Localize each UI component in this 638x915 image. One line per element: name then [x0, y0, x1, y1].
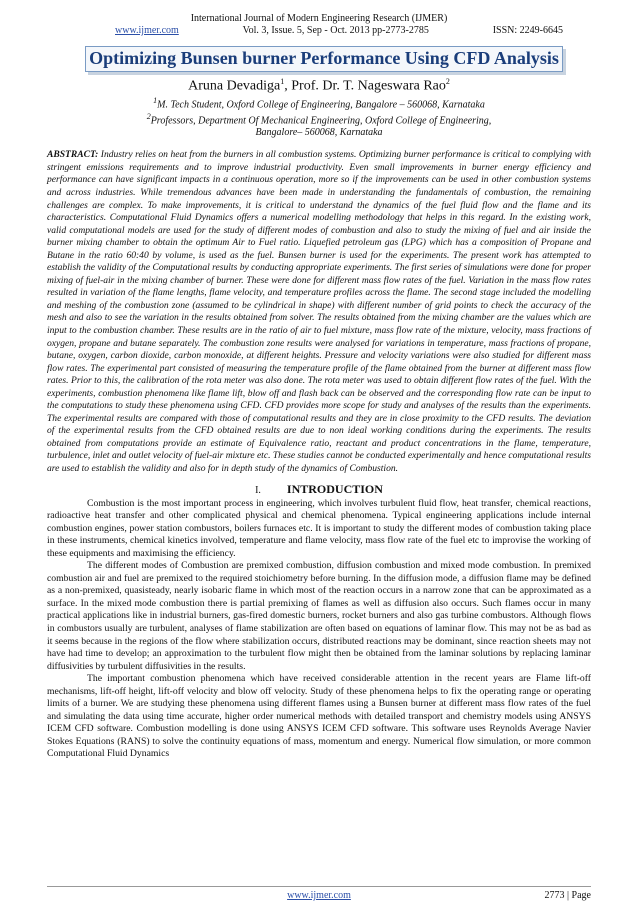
author-2: Prof. Dr. T. Nageswara Rao — [291, 78, 446, 94]
journal-title: International Journal of Modern Engineering Research (IJMER) — [190, 13, 448, 24]
section-number: I. — [255, 484, 261, 496]
paper-title: Optimizing Bunsen burner Performance Using CFD Analysis — [89, 48, 559, 68]
intro-paragraph-1: Combustion is the most important process in engineering, which involves turbulent fluid flow, heat transfer, chemical reactions, radioactive heat transfer and other complicated physical and chemical phenomena. Typical engineering applications include internal combustion engines, power station combustors, boilers furnaces etc. It is important to study the different modes of combustion taking place in these instruments, chemical kinetics involved, temperature and flame velocity, mass flow rate of the fuel etc to improvise the working of these equipments and maximising the efficiency. — [47, 497, 591, 559]
footer-website-link[interactable]: www.ijmer.com — [287, 890, 351, 901]
journal-meta — [47, 25, 591, 37]
paper-title-box — [85, 46, 563, 72]
author-2-sup: 2 — [445, 77, 450, 86]
intro-paragraph-3: The important combustion phenomena which have received considerable attention in the recent years are Flame lift-off mechanisms, lift-off height, lift-off velocity and blow off velocity. Study of these phenomena helps to fix the operating range or operating limits of a burner. We are studying these phenomena using different flames using a Bunsen burner at different mass flow rates of the fuel and simulating the data using time accurate, higher order numerical methods with detailed transport and chemistry models using ANSYS ICEM CFD software. Combustion modelling is done using ANSYS ICEM CFD software. This software uses Reynolds Average Navier Stokes Equations (RANS) to solve the continuity equations of mass, momentum and energy. Numerical flow simulation, or more common Computational Fluid Dynamics — [47, 673, 591, 760]
intro-paragraph-2: The different modes of Combustion are premixed combustion, diffusion combustion and mixed mode combustion. In premixed combustion air and fuel are premixed to the required stoichiometry before burning. In the diffusion mode, a diffusion flame may be defined as a non-premixed, quasisteady, nearly isobaric flame in which most of the reaction occurs in a narrow zone that can be approximated as a surface. In the mixed mode combustion there is partial premixing of flames as well as diffusion also occurs. Such flames occur in many practical applications like in industrial burners, gas-fired domestic burners, rocket burners and also gas turbine combustors. Although flows in combustors usually are turbulent, analyses of flame stabilization are often based on equations of laminar flow. This may not be as bad as it seems because in the regions of the flow where stabilization occurs, distributed reactions may be dominant, since reaction sheets may not have had time to develop; an approximation to the turbulent flow might then be obtained from the laminar solutions by replacing laminar diffusivities by turbulent diffusivities in the results. — [47, 560, 591, 672]
page-number: 2773 | Page — [544, 890, 591, 901]
affiliation-2-sup: 2 — [146, 111, 151, 121]
author-line — [47, 74, 591, 95]
abstract-text: Industry relies on heat from the burners in all combustion systems. Optimizing burner performance is critical to complying with stringent emissions requirements and to improve industrial productivity. Even small improvements in burner energy efficiency and performance can have significant impacts in a continuous operation, more so if the improvements can be used in other combustion systems and across industries. While tremendous advances have been made in understanding the fundamentals of combustion, the remaining challenges are complex. To make improvements, it is critical to understand the dynamics of the fuel fluid flow and the flame and its characteristics. Computational Fluid Dynamics offers a numerical modelling methodology that helps in this regard. In the existing work, valid computational models are used for the study of different modes of combustion and also to study the mixing of fuel and air inside the burner mixing chamber to obtain the optimum Air to Fuel ratio. Liquefied petroleum gas (LPG) which has a composition of Propane and Butane in the ratio 60:40 by volume, is used as the fuel. Bunsen burner is used for the experiments. The present work has attempted to establish the validity of the Computational results by conducting appropriate experiments. The first series of simulations were done for proper mixing of fuel-air in the mixing chamber of burner. These were done for different mass flow rates of the fuel. Variation in the mass flow rates resulted in variation of the flame lengths, flame velocity, and temperature profiles across the flame. The second stage included the modelling and meshing of the combustion zone (assumed to be cylindrical in shape) with different number of grid points to check the accuracy of the mesh and also to see the variation in the results obtained from solver. The results obtained from the mixing chamber are the values which are input to the combustion chamber. These results are in the ratio of air to fuel mixture, mass flow rate of the mixture, velocity, mass fractions of oxygen, propane and butane separately. The combustion zone results were analysed for variations in temperature, mass fractions of propane, butane, oxygen, carbon dioxide, carbon monoxide, at different heights. Pressure and velocity variations were also studied for different mass flow rates. The experimental part consisted of measuring the temperature profile of the flame obtained from the burner at different mass flow rates. Prior to this, the calibration of the rota meter was also done. The rota meter was used to obtain different flow rates of the fuel. With the experiments, combustion phenomena like flame lift, blow off and flash back can be observed and the corresponding flow rate can be input to the computations to study these phenomena using CFD. CFD provides more scope for study and analyses of the results than the experiments. The experimental results are compared with those of computational results and they are in close proximity to the CFD results. The deviation of the experimental results from the CFD obtained results are due to non ideal working conditions during the experiments. The results obtained from computations provide an estimate of Equivalence ratio, reactant and product concentrations in the flame, temperature, turbulence, inlet and outlet velocity of fuel-air mixture etc. These studies cannot be conducted experimentally and hence computational results are used to establish the validity and also for in depth study of the dynamics of Combustion. — [47, 149, 591, 474]
affiliation-1-text: M. Tech Student, Oxford College of Engineering, Bangalore – 560068, Karnataka — [157, 98, 485, 110]
section-heading — [47, 482, 591, 498]
paper-page — [0, 13, 638, 915]
author-1-sup: 1 — [280, 77, 285, 86]
author-separator: , — [284, 78, 292, 94]
volume-info: Vol. 3, Issue. 5, Sep - Oct. 2013 pp-2773-2785 — [242, 25, 429, 36]
journal-website-link[interactable]: www.ijmer.com — [115, 25, 179, 36]
affiliation-2 — [47, 111, 591, 127]
abstract-label: ABSTRACT: — [47, 149, 99, 161]
affiliation-1-sup: 1 — [153, 95, 158, 105]
affiliation-2-line1: Professors, Department Of Mechanical Engineering, Oxford College of Engineering, — [150, 115, 492, 127]
affiliation-1 — [47, 95, 591, 111]
footer-divider — [47, 886, 591, 887]
issn: ISSN: 2249-6645 — [492, 25, 563, 36]
abstract — [47, 149, 591, 475]
section-title: INTRODUCTION — [286, 481, 383, 496]
author-1: Aruna Devadiga — [188, 78, 281, 94]
affiliation-2-line2: Bangalore– 560068, Karnataka — [255, 127, 383, 139]
